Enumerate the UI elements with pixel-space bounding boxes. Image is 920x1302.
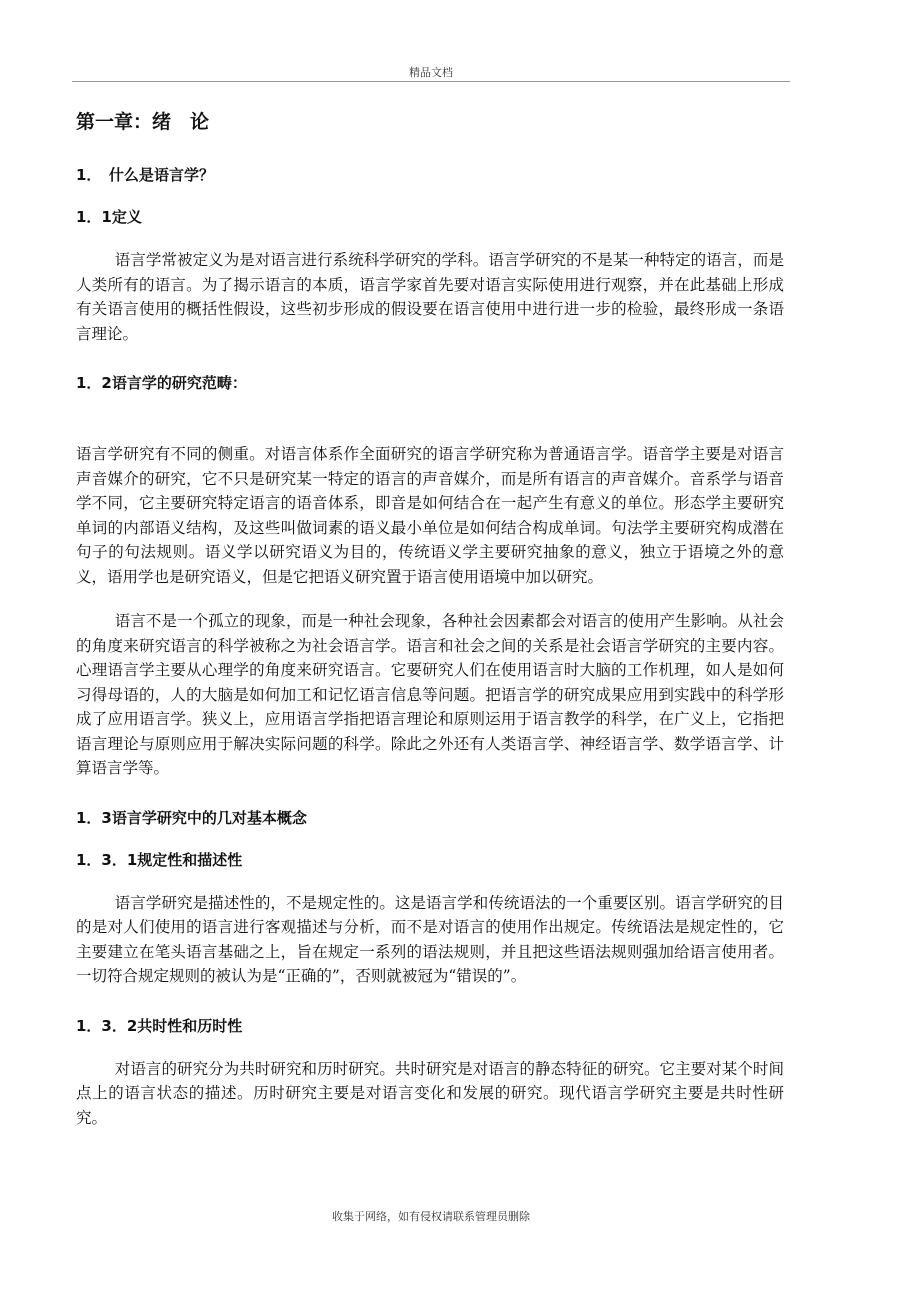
page-header: 精品文档 bbox=[409, 66, 453, 79]
header-divider bbox=[72, 81, 790, 82]
section-1-2-heading: 1．2语言学的研究范畴： bbox=[76, 374, 247, 392]
section-1-3-heading: 1．3语言学研究中的几对基本概念 bbox=[76, 808, 307, 827]
definition-paragraph: 语言学常被定义为是对语言进行系统科学研究的学科。语言学研究的不是某一种特定的语言，而是人类所有的语言。为了揭示语言的本质，语言学家首先要对语言实际使用进行观察，并在此基础上形成有关语言使用的概括性假设，这些初步形成的假设要在语言使用中进行进一步的检验，最终形成一条语言理论。 bbox=[76, 251, 784, 343]
scope-paragraph-2: 语言不是一个孤立的现象，而是一种社会现象，各种社会因素都会对语言的使用产生影响。从社会的角度来研究语言的科学被称之为社会语言学。语言和社会之间的关系是社会语言学研究的主要内容。心理语言学主要从心理学的角度来研究语言。它要研究人们在使用语言时大脑的工作机理，如人是如何习得母语的，人的大脑是如何加工和记忆语言信息等问题。把语言学的研究成果应用到实践中的科学形成了应用语言学。狭义上，应用语言学指把语言理论和原则运用于语言教学的科学，在广义上，它指把语言理论与原则应用于解决实际问题的科学。除此之外还有人类语言学、神经语言学、数学语言学、计算语言学等。 bbox=[76, 612, 784, 777]
scope-paragraph-1: 语言学研究有不同的侧重。对语言体系作全面研究的语言学研究称为普通语言学。语音学主要是对语言声音媒介的研究，它不只是研究某一特定的语言的声音媒介，而是所有语言的声音媒介。音系学与语音学不同，它主要研究特定语言的语音体系，即音是如何结合在一起产生有意义的单位。形态学主要研究单词的内部语义结构，及这些叫做词素的语义最小单位是如何结合构成单词。句法学主要研究构成潜在句子的句法规则。语义学以研究语义为目的，传统语义学主要研究抽象的意义，独立于语境之外的意义，语用学也是研究语义，但是它把语义研究置于语言使用语境中加以研究。 bbox=[76, 445, 784, 586]
prescriptive-descriptive-paragraph: 语言学研究是描述性的，不是规定性的。这是语言学和传统语法的一个重要区别。语言学研究的目的是对人们使用的语言进行客观描述与分析，而不是对语言的使用作出规定。传统语法是规定性的，它主要建立在笔头语言基础之上，旨在规定一系列的语法规则，并且把这些语法规则强加给语言使用者。一切符合规定规则的被认为是“正确的”，否则就被冠为“错误的”。 bbox=[76, 893, 784, 985]
section-1-1-heading: 1．1定义 bbox=[76, 208, 142, 226]
chapter-title: 第一章：绪 论 bbox=[76, 111, 210, 133]
document-body bbox=[76, 104, 784, 1130]
page-footer: 收集于网络，如有侵权请联系管理员删除 bbox=[332, 1210, 530, 1223]
section-1-3-1-heading: 1．3．1规定性和描述性 bbox=[76, 850, 243, 869]
section-1-heading: 1． 什么是语言学？ bbox=[76, 166, 214, 184]
synchronic-diachronic-paragraph: 对语言的研究分为共时研究和历时研究。共时研究是对语言的静态特征的研究。它主要对某个时间点上的语言状态的描述。历时研究主要是对语言变化和发展的研究。现代语言学研究主要是共时性研究。 bbox=[76, 1059, 784, 1127]
section-1-3-2-heading: 1．3．2共时性和历时性 bbox=[76, 1016, 243, 1035]
